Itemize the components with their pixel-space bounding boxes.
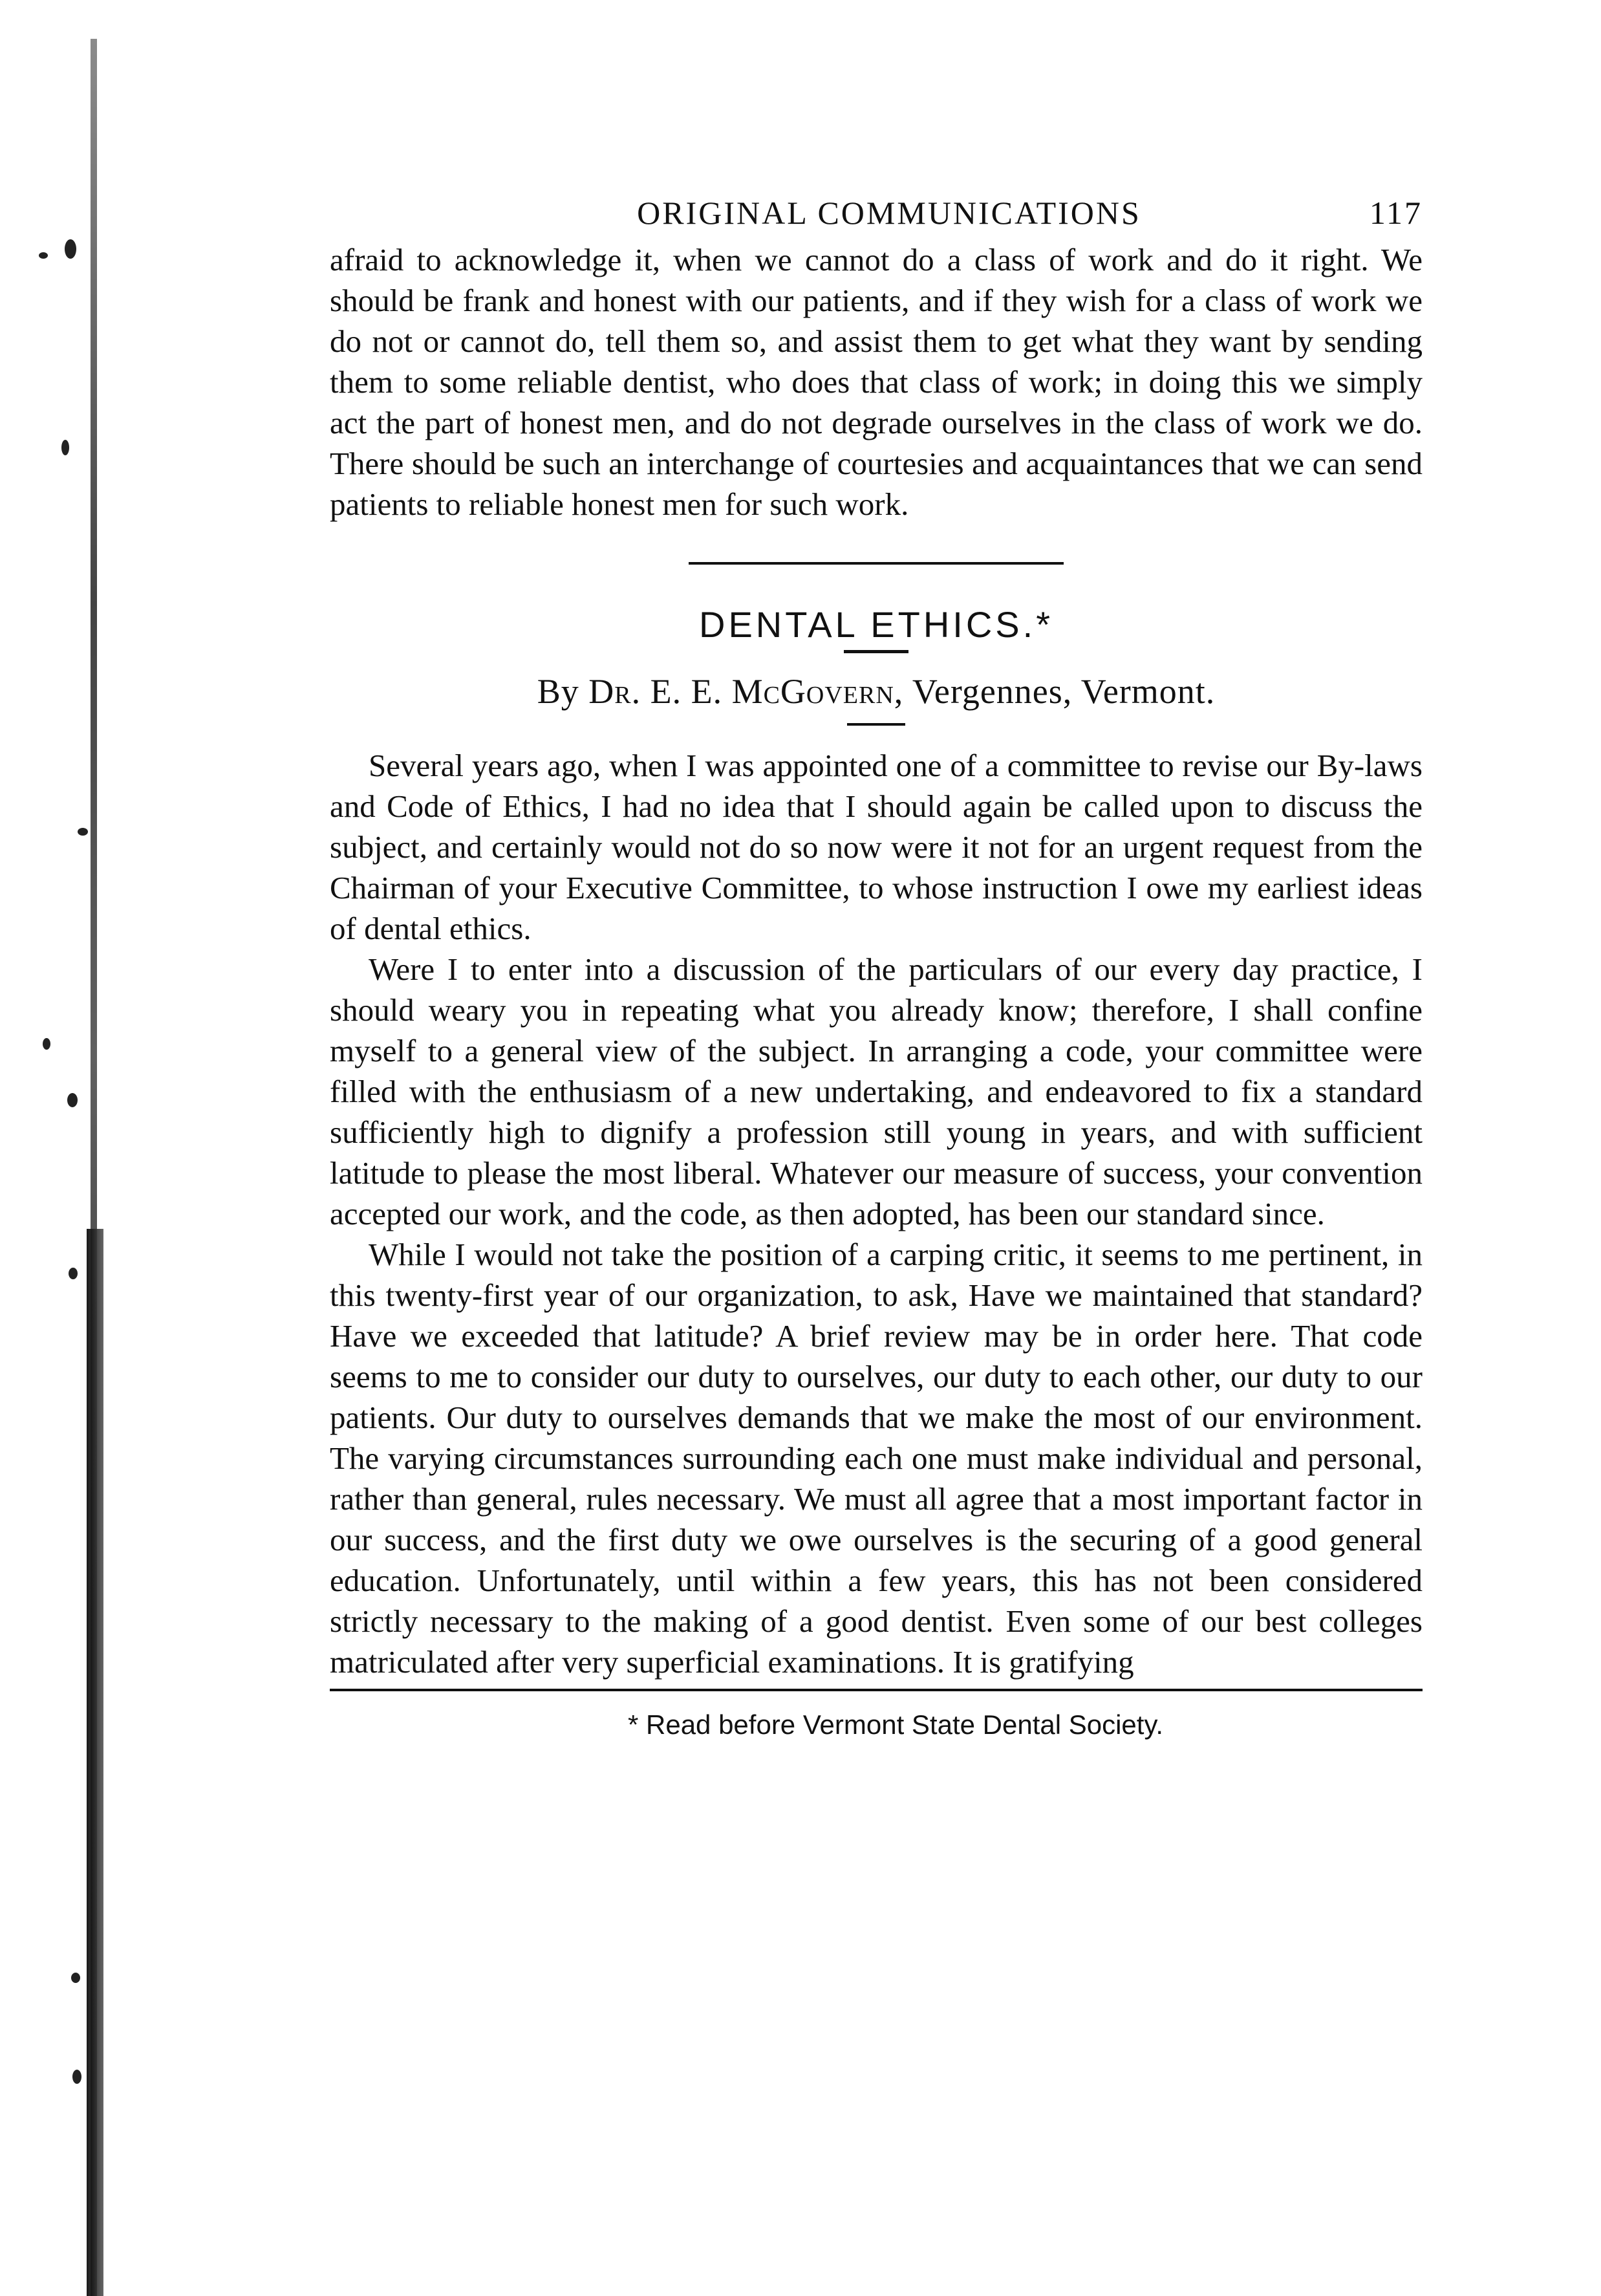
byline-place: Vergennes, Vermont.	[912, 672, 1216, 711]
footnote-rule	[330, 1689, 1423, 1691]
scan-speck	[72, 2070, 81, 2084]
article-paragraph-2: Were I to enter into a discussion of the particulars of our every day practice, I should weary you in repeating what you already know; therefore, I shall confine myself to a general view of the subject. In arranging a code, your committee were filled with the enthusiasm of a new undertaking, and endeavored to fix a standard sufficiently high to dignify a profession still young in years, and with sufficient latitude to please the most liberal. Whatever our measure of success, your convention accepted our work, and the code, as then adopted, has been our standard since.	[330, 951, 1423, 1231]
scan-speck	[67, 1093, 78, 1107]
continuation-paragraph: afraid to acknowledge it, when we cannot do a class of work and do it right. We should be frank and honest with our patients, and if they wish for a class of work we do not or cannot do, tell them so, and assist them to get what they want by sending them to some reliable dentist, who does that class of work; in doing this we simply act the part of honest men, and do not degrade ourselves in the class of work we do. There should be such an interchange of courtesies and acquaintances that we can send patients to reliable honest men for such work.	[330, 242, 1423, 522]
scan-speck	[61, 440, 69, 455]
scan-speck	[39, 252, 48, 259]
article-paragraph-3: While I would not take the position of a carping critic, it seems to me pertinent, in this twenty-first year of our organization, to ask, Have we maintained that standard? Have we exceeded that latitude? A brief review may be in order here. That code seems to me to consider our duty to ourselves, our duty to each other, our duty to our patients. Our duty to ourselves demands that we make the most of our environment. The varying circumstances surrounding each one must make individual and personal, rather than general, rules necessary. We must all agree that a most important factor in our success, and the first duty we owe ourselves is the securing of a good general education. Unfortunately, until within a few years, this has not been considered strictly necessary to the making of a good dentist. Even some of our best colleges matriculated after very superficial examinations. It is gratifying	[330, 1237, 1423, 1680]
article-body	[330, 745, 1423, 1682]
scan-speck	[71, 1973, 80, 1983]
title-ornament-rule	[844, 650, 908, 653]
continued-text	[330, 239, 1423, 525]
binding-shadow-dark	[87, 1229, 103, 2296]
scan-speck	[43, 1038, 50, 1050]
byline-prefix: By	[537, 672, 579, 711]
book-page	[330, 194, 1423, 1740]
page-number: 117	[1369, 195, 1423, 231]
article-title: DENTAL ETHICS.*	[699, 604, 1053, 645]
footnote: * Read before Vermont State Dental Society.	[627, 1709, 1164, 1740]
section-divider	[689, 562, 1064, 565]
binding-edge	[0, 0, 149, 2296]
article-paragraph-1: Several years ago, when I was appointed one of a committee to revise our By-laws and Code of Ethics, I had no idea that I should again be called upon to discuss the subject, and certainly would not do so now were it not for an urgent request from the Chairman of your Executive Committee, to whose instruction I owe my earliest ideas of dental ethics.	[330, 748, 1423, 946]
article-byline	[330, 669, 1423, 714]
scan-speck	[78, 828, 88, 836]
scan-speck	[65, 239, 76, 259]
running-head-title: ORIGINAL COMMUNICATIONS	[637, 195, 1141, 231]
byline-ornament-rule	[847, 723, 905, 726]
running-head	[330, 194, 1423, 239]
byline-author: Dr. E. E. McGovern,	[588, 672, 904, 711]
scan-speck	[69, 1268, 78, 1279]
